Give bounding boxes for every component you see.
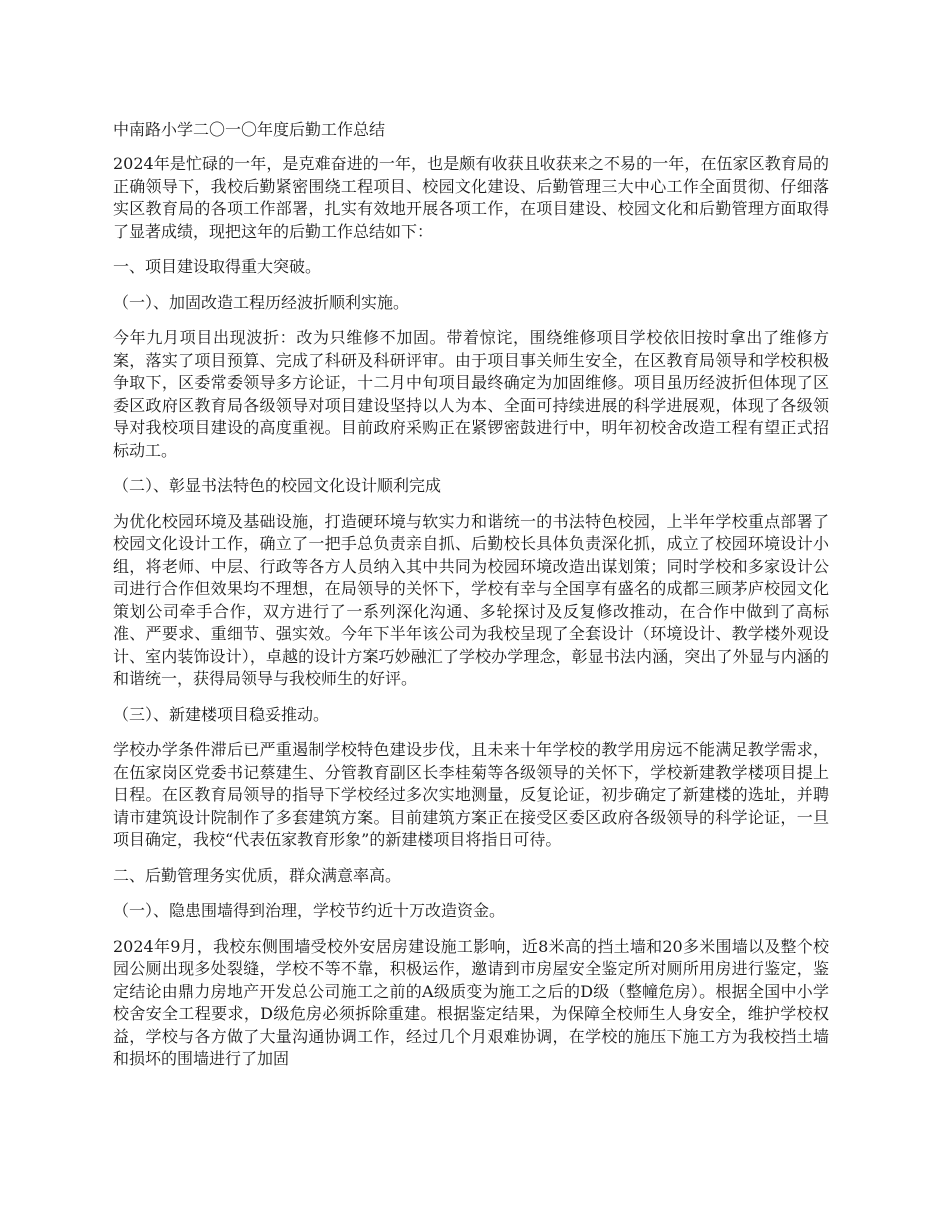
subsection-heading-1-3: （三）、新建楼项目稳妥推动。 [113,704,330,724]
intro-paragraph: 2024年是忙碌的一年，是克难奋进的一年，也是颇有收获且收获来之不易的一年，在伍家区教育局的正确领导下，我校后勤紧密围绕工程项目、校园文化建设、后勤管理三大中心工作全面贯彻、仔细落实区教育局的各项工作部署，扎实有效地开展各项工作，在项目建设、校园文化和后勤管理方面取得了显著成绩，现把这年的后勤工作总结如下： [113,154,829,241]
paragraph-1-2: 为优化校园环境及基础设施，打造硬环境与软实力和谐统一的书法特色校园，上半年学校重点部署了校园文化设计工作，确立了一把手总负责亲自抓、后勤校长具体负责深化抓，成立了校园环境设计小组，将老师、中层、行政等各方人员纳入其中共同为校园环境改造出谋划策；同时学校和多家设计公司进行合作但效果均不理想，在局领导的关怀下，学校有幸与全国享有盛名的成都三顾茅庐校园文化策划公司牵手合作，双方进行了一系列深化沟通、多轮探讨及反复修改推动，在合作中做到了高标准、严要求、重细节、强实效。今年下半年该公司为我校呈现了全套设计（环境设计、教学楼外观设计、室内装饰设计），卓越的设计方案巧妙融汇了学校办学理念，彰显书法内涵，突出了外显与内涵的和谐统一，获得局领导与我校师生的好评。 [113,511,829,688]
document-page [113,119,829,1084]
paragraph-2-1: 2024年9月，我校东侧围墙受校外安居房建设施工影响，近8米高的挡土墙和20多米围墙以及整个校园公厕出现多处裂缝，学校不等不靠，积极运作，邀请到市房屋安全鉴定所对厕所用房进行鉴定，鉴定结论由鼎力房地产开发总公司施工之前的A级质变为施工之后的D级（整幢危房）。根据全国中小学校舍安全工程要求，D级危房必须拆除重建。根据鉴定结果，为保障全校师生人身安全，维护学校权益，学校与各方做了大量沟通协调工作，经过几个月艰难协调，在学校的施压下施工方为我校挡土墙和损坏的围墙进行了加固 [113,936,829,1068]
paragraph-1-1: 今年九月项目出现波折：改为只维修不加固。带着惊诧，围绕维修项目学校依旧按时拿出了维修方案，落实了项目预算、完成了科研及科研评审。由于项目事关师生安全，在区教育局领导和学校积极争取下，区委常委领导多方论证，十二月中旬项目最终确定为加固维修。项目虽历经波折但体现了区委区政府区教育局各级领导对项目建设坚持以人为本、全面可持续进展的科学进展观，体现了各级领导对我校项目建设的高度重视。目前政府采购正在紧锣密鼓进行中，明年初校舍改造工程有望正式招标动工。 [113,328,829,460]
subsection-heading-1-1: （一）、加固改造工程历经波折顺利实施。 [113,292,410,312]
section-heading-2: 二、后勤管理务实优质，群众满意率高。 [113,865,402,885]
subsection-heading-2-1: （一）、隐患围墙得到治理，学校节约近十万改造资金。 [113,901,506,920]
document-title: 中南路小学二〇一〇年度后勤工作总结 [113,120,386,139]
subsection-heading-1-2: （二）、彰显书法特色的校园文化设计顺利完成 [113,476,442,495]
section-heading-1: 一、项目建设取得重大突破。 [113,257,322,276]
paragraph-1-3: 学校办学条件滞后已严重遏制学校特色建设步伐，且未来十年学校的教学用房远不能满足教学需求，在伍家岗区党委书记蔡建生、分管教育副区长李桂菊等各级领导的关怀下，学校新建教学楼项目提上日程。在区教育局领导的指导下学校经过多次实地测量，反复论证，初步确定了新建楼的选址，并聘请市建筑设计院制作了多套建筑方案。目前建筑方案正在接受区委区政府各级领导的科学论证，一旦项目确定，我校“代表伍家教育形象”的新建楼项目将指日可待。 [113,740,829,849]
